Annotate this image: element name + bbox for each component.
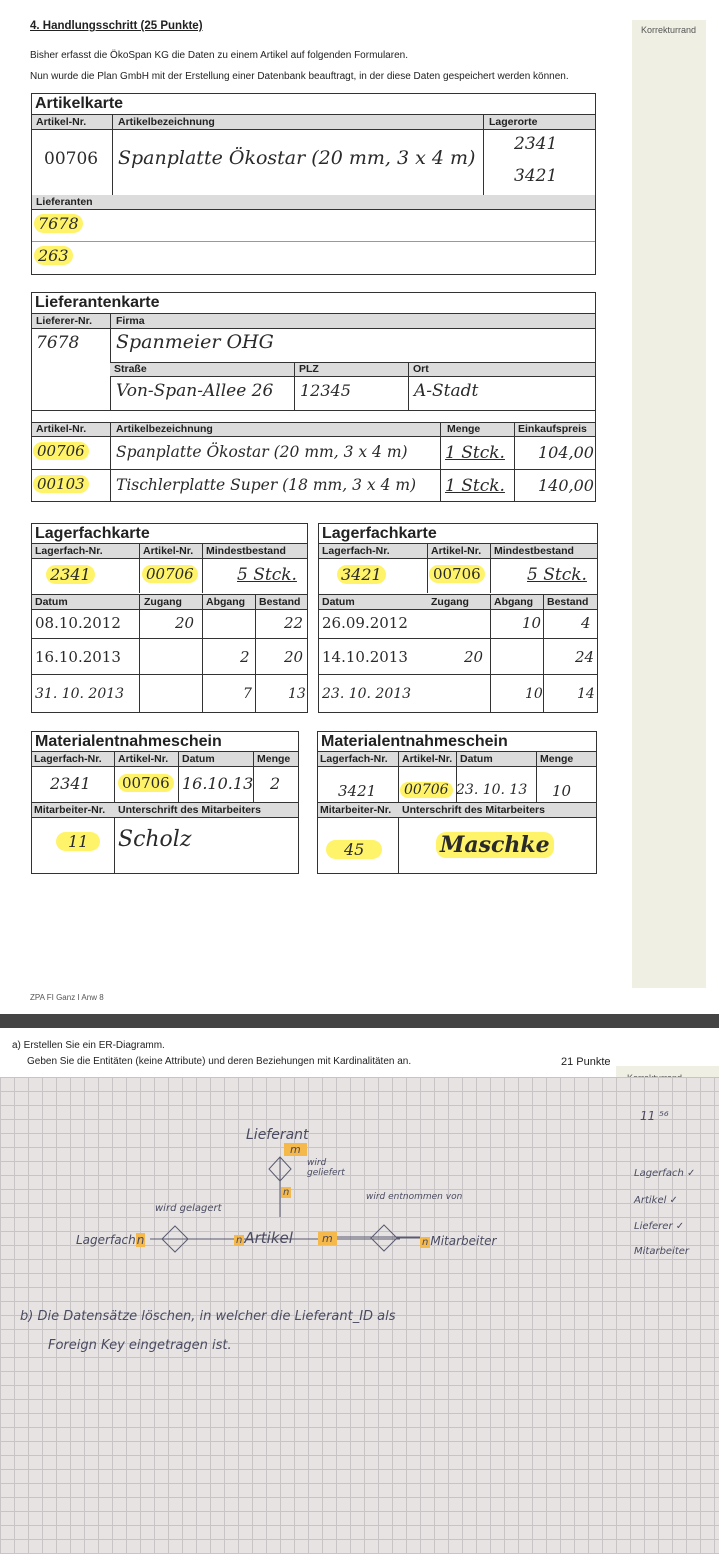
lf2-row2-zugang: 20 [464, 648, 484, 666]
card-m-2: m [318, 1232, 337, 1245]
lieferung-row-1-menge: 1 Stck. [445, 443, 505, 463]
lieferant-1: 7678 [34, 214, 83, 233]
lagerfach-1-artikel: 00706 [142, 565, 198, 583]
lieferant-2: 263 [34, 246, 73, 265]
plz: 12345 [300, 381, 351, 400]
entnahme-1-fach: 2341 [50, 774, 91, 793]
grade-note: 11 ⁵⁶ [640, 1109, 669, 1123]
lieferung-row-2-nr: 00103 [33, 475, 89, 493]
card-n-1: n [283, 1187, 290, 1198]
lf2-row3-abgang: 10 [525, 686, 543, 702]
entnahme-2-unterschrift: Maschke [436, 832, 554, 858]
lieferung-row-1-bez: Spanplatte Ökostar (20 mm, 3 x 4 m) [116, 443, 408, 461]
lf1-row2-datum: 16.10.2013 [35, 648, 121, 666]
card-m-1: m [284, 1143, 307, 1156]
lieferung-row-1-nr: 00706 [33, 442, 89, 460]
artikelkarte-header: Artikel-Nr. Artikelbezeichnung Lagerorte [32, 115, 595, 130]
lf1-row3-datum: 31. 10. 2013 [35, 686, 125, 702]
margin-note-2: Artikel ✓ [634, 1195, 678, 1206]
lf2-row2-bestand: 24 [575, 648, 595, 666]
rel-wird-entnommen: wird entnommen von [366, 1192, 463, 1202]
lagerfach-2-mindestbestand: 5 Stck. [527, 565, 587, 585]
korrekturrand-label: Korrekturrand [641, 25, 697, 35]
artikel-bezeichnung: Spanplatte Ökostar (20 mm, 3 x 4 m) [118, 147, 476, 169]
points-label: 21 Punkte [561, 1056, 611, 1068]
lagerfach-2-nr: 3421 [337, 565, 386, 584]
rel-wird-gelagert: wird gelagert [155, 1203, 222, 1214]
lf1-row1-datum: 08.10.2012 [35, 614, 121, 632]
lagerfach-1-nr: 2341 [46, 565, 95, 584]
lagerfach-2-artikel: 00706 [429, 565, 485, 583]
entnahme-2-artikel: 00706 [400, 782, 453, 798]
margin-note-4: Mitarbeiter [634, 1246, 690, 1257]
lf2-row2-datum: 14.10.2013 [322, 648, 408, 666]
answer-b-line-1: b) Die Datensätze löschen, in welcher die Lieferant_ID als [20, 1309, 396, 1324]
lf2-row1-abgang: 10 [522, 614, 542, 632]
lf1-row2-abgang: 2 [240, 648, 250, 666]
entnahme-2-menge: 10 [552, 782, 572, 800]
lagerort-1: 2341 [514, 134, 558, 154]
lieferung-row-1-preis: 104,00 [538, 443, 594, 462]
lf1-row3-abgang: 7 [243, 686, 252, 702]
entnahme-2-mitarbeiter: 45 [326, 840, 382, 859]
lieferantenkarte-title: Lieferantenkarte [32, 293, 595, 314]
lieferantenkarte [31, 292, 596, 502]
lieferantenkarte-header: Lieferer-Nr. Firma [32, 314, 595, 329]
lagerfachkarte-2: Lagerfachkarte Lagerfach-Nr. Artikel-Nr. Mindestbestand 3421 00706 5 Stck. Datum Zugang Abgang Bestand 26.09.2012 10 4 14.10.2013 20 24 23. 10. 2013 10 14 [318, 523, 598, 713]
lieferanten-header: Lieferanten [32, 195, 595, 210]
rel-wird-geliefert: wird geliefert [307, 1158, 345, 1178]
page-separator [0, 1014, 719, 1028]
artikelkarte [31, 93, 596, 275]
margin-note-1: Lagerfach ✓ [634, 1168, 696, 1179]
lagerfachkarte-1-title: Lagerfachkarte [32, 524, 307, 544]
lieferung-row-2-menge: 1 Stck. [445, 476, 505, 496]
lagerfachkarte-1: Lagerfachkarte Lagerfach-Nr. Artikel-Nr. Mindestbestand 2341 00706 5 Stck. Datum Zugang Abgang Bestand 08.10.2012 20 22 16.10.2013 2 20 31. 10. 2013 7 13 [31, 523, 308, 713]
lieferer-nr: 7678 [36, 333, 80, 353]
intro-line-2: Nun wurde die Plan GmbH mit der Erstellung einer Datenbank beauftragt, in der diese Daten gespeichert werden können. [30, 71, 569, 82]
intro-line-1: Bisher erfasst die ÖkoSpan KG die Daten zu einem Artikel auf folgenden Formularen. [30, 50, 408, 61]
task-a-line-1: a) Erstellen Sie ein ER-Diagramm. [12, 1040, 165, 1051]
ort: A-Stadt [414, 381, 479, 401]
entnahme-1-unterschrift: Scholz [118, 827, 192, 852]
entnahme-2-fach: 3421 [338, 782, 377, 800]
entnahme-2-title: Materialentnahmeschein [318, 732, 596, 752]
adresse-header: Straße PLZ Ort [110, 362, 595, 377]
artikelkarte-title: Artikelkarte [32, 94, 595, 115]
entnahme-1-menge: 2 [270, 774, 281, 793]
entnahme-1-title: Materialentnahmeschein [32, 732, 298, 752]
page-footer: ZPA FI Ganz I Anw 8 [30, 993, 104, 1002]
lf1-row1-zugang: 20 [175, 614, 195, 632]
lf2-row3-bestand: 14 [577, 686, 595, 702]
entity-artikel: n Artikel [236, 1229, 293, 1247]
lf2-row3-datum: 23. 10. 2013 [322, 686, 412, 702]
lieferung-row-2-bez: Tischlerplatte Super (18 mm, 3 x 4 m) [116, 476, 417, 494]
lf2-row1-datum: 26.09.2012 [322, 614, 408, 632]
materialentnahmeschein-2: Materialentnahmeschein Lagerfach-Nr. Artikel-Nr. Datum Menge 3421 00706 23. 10. 13 10 Mitarbeiter-Nr. Unterschrift des Mitarbeiters 45 Maschke [317, 731, 597, 874]
lf2-row1-bestand: 4 [581, 614, 591, 632]
lagerfachkarte-2-title: Lagerfachkarte [319, 524, 597, 544]
diamond-entnommen [371, 1225, 397, 1251]
margin-note-3: Lieferer ✓ [634, 1221, 685, 1232]
entnahme-1-mitarbeiter: 11 [56, 832, 100, 851]
firma: Spanmeier OHG [116, 331, 274, 353]
entity-lagerfach: Lagerfachn [76, 1233, 145, 1247]
artikel-nr: 00706 [44, 149, 99, 169]
lagerfach-1-mindestbestand: 5 Stck. [237, 565, 297, 585]
answer-b-line-2: Foreign Key eingetragen ist. [48, 1338, 232, 1353]
section-title: 4. Handlungsschritt (25 Punkte) [30, 20, 203, 32]
lf1-row3-bestand: 13 [288, 686, 306, 702]
task-a-line-2: Geben Sie die Entitäten (keine Attribute) und deren Beziehungen mit Kardinalitäten an. [27, 1056, 412, 1067]
materialentnahmeschein-1: Materialentnahmeschein Lagerfach-Nr. Artikel-Nr. Datum Menge 2341 00706 16.10.13 2 Mitarbeiter-Nr. Unterschrift des Mitarbeiters 11 Scholz [31, 731, 299, 874]
korrekturrand-strip [632, 20, 706, 988]
entnahme-1-artikel: 00706 [118, 774, 174, 792]
entity-lieferant: Lieferant [246, 1127, 309, 1143]
lieferung-row-2-preis: 140,00 [538, 476, 594, 495]
lf1-row1-bestand: 22 [284, 614, 304, 632]
strasse: Von-Span-Allee 26 [116, 381, 274, 401]
entnahme-1-datum: 16.10.13 [182, 774, 254, 793]
entity-mitarbeiter: n Mitarbeiter [422, 1234, 497, 1248]
lf1-row2-bestand: 20 [284, 648, 304, 666]
entnahme-2-datum: 23. 10. 13 [456, 782, 528, 798]
lagerort-2: 3421 [514, 166, 558, 186]
artikel-liste-header: Artikel-Nr. Artikelbezeichnung Menge Einkaufspreis [32, 422, 595, 437]
